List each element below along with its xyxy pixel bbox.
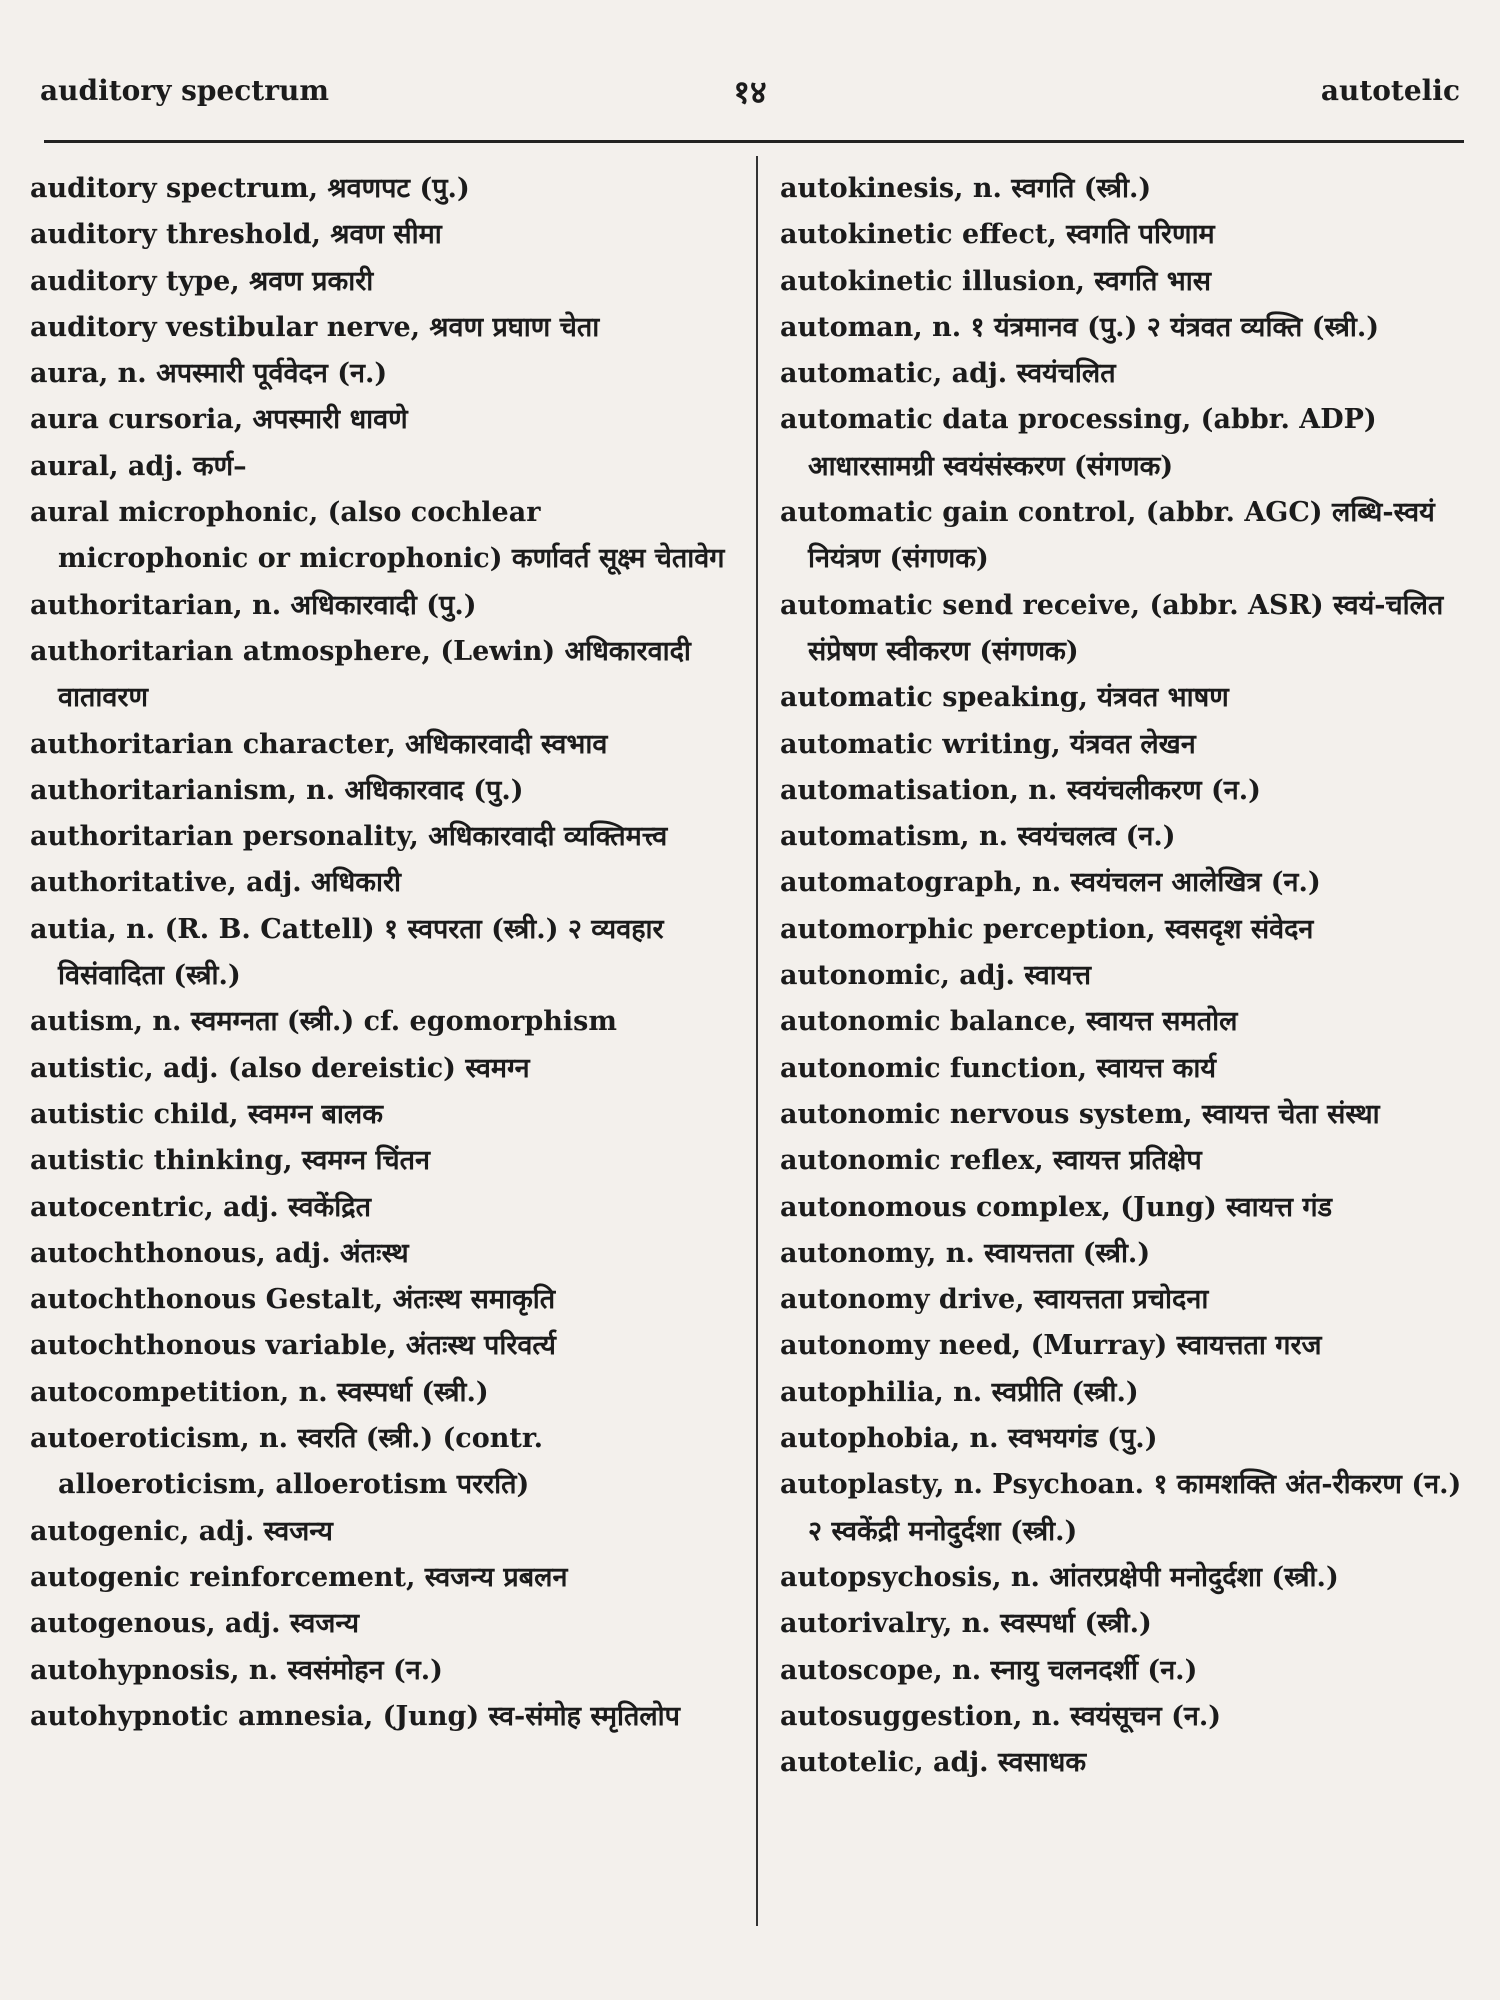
dictionary-entry: authoritative, adj. अधिकारी	[30, 867, 402, 899]
dictionary-entry: aura, n. अपस्मारी पूर्ववेदन (न.)	[30, 358, 388, 390]
dictionary-entry: autocompetition, n. स्वस्पर्धा (स्त्री.)	[30, 1376, 489, 1408]
dictionary-entry: authoritarian, n. अधिकारवादी (पु.)	[30, 589, 477, 621]
right-guide-word: autotelic	[1320, 74, 1460, 107]
dictionary-entry: autonomy need, (Murray) स्वायत्तता गरज	[780, 1330, 1322, 1362]
dictionary-entry: autochthonous, adj. अंतःस्थ	[30, 1237, 409, 1269]
dictionary-entry: autohypnosis, n. स्वसंमोहन (न.)	[30, 1654, 443, 1686]
dictionary-entry: automatism, n. स्वयंचलत्व (न.)	[780, 821, 1176, 853]
dictionary-entry: automatic data processing, (abbr. ADP) आधारसामग्री स्वयंसंस्करण (संगणक)	[780, 404, 1377, 482]
dictionary-entry: auditory type, श्रवण प्रकारी	[30, 265, 374, 297]
dictionary-entry: autonomic reflex, स्वायत्त प्रतिक्षेप	[780, 1145, 1202, 1177]
left-column	[30, 166, 730, 1740]
dictionary-entry: autokinesis, n. स्वगति (स्त्री.)	[780, 173, 1152, 204]
dictionary-entry: automatic gain control, (abbr. AGC) लब्धि-स्वयं नियंत्रण (संगणक)	[780, 497, 1435, 575]
dictionary-entry: autokinetic effect, स्वगति परिणाम	[780, 219, 1215, 251]
dictionary-entry: autorivalry, n. स्वस्पर्धा (स्त्री.)	[780, 1608, 1152, 1640]
page-number: १४	[733, 73, 767, 111]
dictionary-entry: autoscope, n. स्नायु चलनदर्शी (न.)	[780, 1654, 1198, 1686]
dictionary-entry: aura cursoria, अपस्मारी धावणे	[30, 404, 408, 436]
dictionary-entry: autistic child, स्वमग्न बालक	[30, 1098, 383, 1130]
dictionary-entry: authoritarianism, n. अधिकारवाद (पु.)	[30, 774, 524, 806]
dictionary-entry: autonomous complex, (Jung) स्वायत्त गंड	[780, 1191, 1333, 1223]
dictionary-entry: autosuggestion, n. स्वयंसूचन (न.)	[780, 1700, 1222, 1732]
dictionary-entry: autophilia, n. स्वप्रीति (स्त्री.)	[780, 1376, 1139, 1408]
dictionary-entry: authoritarian personality, अधिकारवादी व्यक्तिमत्त्व	[30, 821, 668, 853]
dictionary-entry: autoplasty, n. Psychoan. १ कामशक्ति अंत-रीकरण (न.) २ स्वकेंद्री मनोदुर्दशा (स्त्री.)	[780, 1469, 1462, 1547]
dictionary-entry: automatic speaking, यंत्रवत भाषण	[780, 682, 1229, 714]
dictionary-entry: autogenic, adj. स्वजन्य	[30, 1515, 333, 1547]
dictionary-entry: automatic, adj. स्वयंचलित	[780, 358, 1116, 390]
column-divider	[756, 156, 758, 1926]
dictionary-entry: autoeroticism, n. स्वरति (स्त्री.) (contr. alloeroticism, alloerotism पररति)	[30, 1423, 544, 1501]
dictionary-entry: autokinetic illusion, स्वगति भास	[780, 265, 1211, 297]
dictionary-entry: autophobia, n. स्वभयगंड (पु.)	[780, 1423, 1158, 1455]
dictionary-entry: aural microphonic, (also cochlear microphonic or microphonic) कर्णावर्त सूक्ष्म चेतावेग	[30, 497, 725, 575]
dictionary-entry: autonomic, adj. स्वायत्त	[780, 960, 1092, 992]
dictionary-entry: automan, n. १ यंत्रमानव (पु.) २ यंत्रवत व्यक्ति (स्त्री.)	[780, 311, 1380, 343]
right-column	[780, 166, 1480, 1786]
dictionary-entry: automatic send receive, (abbr. ASR) स्वयं-चलित संप्रेषण स्वीकरण (संगणक)	[780, 589, 1444, 667]
dictionary-entry: autochthonous variable, अंतःस्थ परिवर्त्य	[30, 1330, 556, 1362]
dictionary-entry: autistic, adj. (also dereistic) स्वमग्न	[30, 1052, 530, 1084]
dictionary-entry: autohypnotic amnesia, (Jung) स्व-संमोह स्मृतिलोप	[30, 1700, 681, 1732]
dictionary-entry: aural, adj. कर्ण–	[30, 450, 247, 482]
dictionary-entry: automatic writing, यंत्रवत लेखन	[780, 728, 1196, 760]
dictionary-entry: autopsychosis, n. आंतरप्रक्षेपी मनोदुर्दशा (स्त्री.)	[780, 1561, 1339, 1593]
dictionary-entry: autism, n. स्वमग्नता (स्त्री.) cf. egomorphism	[30, 1006, 617, 1038]
dictionary-entry: authoritarian atmosphere, (Lewin) अधिकारवादी वातावरण	[30, 635, 691, 714]
dictionary-entry: autogenous, adj. स्वजन्य	[30, 1608, 360, 1640]
dictionary-entry: autonomic function, स्वायत्त कार्य	[780, 1052, 1217, 1084]
dictionary-entry: autogenic reinforcement, स्वजन्य प्रबलन	[30, 1561, 568, 1593]
dictionary-entry: autotelic, adj. स्वसाधक	[780, 1747, 1087, 1779]
dictionary-entry: auditory spectrum, श्रवणपट (पु.)	[30, 173, 470, 204]
dictionary-entry: autocentric, adj. स्वकेंद्रित	[30, 1191, 371, 1223]
dictionary-entry: autonomy, n. स्वायत्तता (स्त्री.)	[780, 1237, 1151, 1269]
dictionary-entry: automatograph, n. स्वयंचलन आलेखित्र (न.)	[780, 867, 1321, 899]
dictionary-entry: auditory vestibular nerve, श्रवण प्रघाण चेता	[30, 311, 600, 343]
dictionary-entry: automatisation, n. स्वयंचलीकरण (न.)	[780, 774, 1261, 806]
dictionary-entry: autistic thinking, स्वमग्न चिंतन	[30, 1145, 431, 1177]
dictionary-entry: autonomy drive, स्वायत्तता प्रचोदना	[780, 1284, 1209, 1316]
page-header	[40, 66, 1460, 122]
dictionary-entry: autonomic nervous system, स्वायत्त चेता संस्था	[780, 1098, 1380, 1130]
dictionary-entry: authoritarian character, अधिकारवादी स्वभाव	[30, 728, 608, 760]
dictionary-entry: auditory threshold, श्रवण सीमा	[30, 219, 442, 251]
dictionary-entry: autia, n. (R. B. Cattell) १ स्वपरता (स्त्री.) २ व्यवहार विसंवादिता (स्त्री.)	[30, 913, 664, 992]
left-guide-word: auditory spectrum	[40, 74, 329, 107]
dictionary-entry: autochthonous Gestalt, अंतःस्थ समाकृति	[30, 1284, 556, 1316]
dictionary-entry: automorphic perception, स्वसदृश संवेदन	[780, 913, 1314, 945]
dictionary-entry: autonomic balance, स्वायत्त समतोल	[780, 1006, 1238, 1038]
header-rule	[44, 140, 1464, 143]
